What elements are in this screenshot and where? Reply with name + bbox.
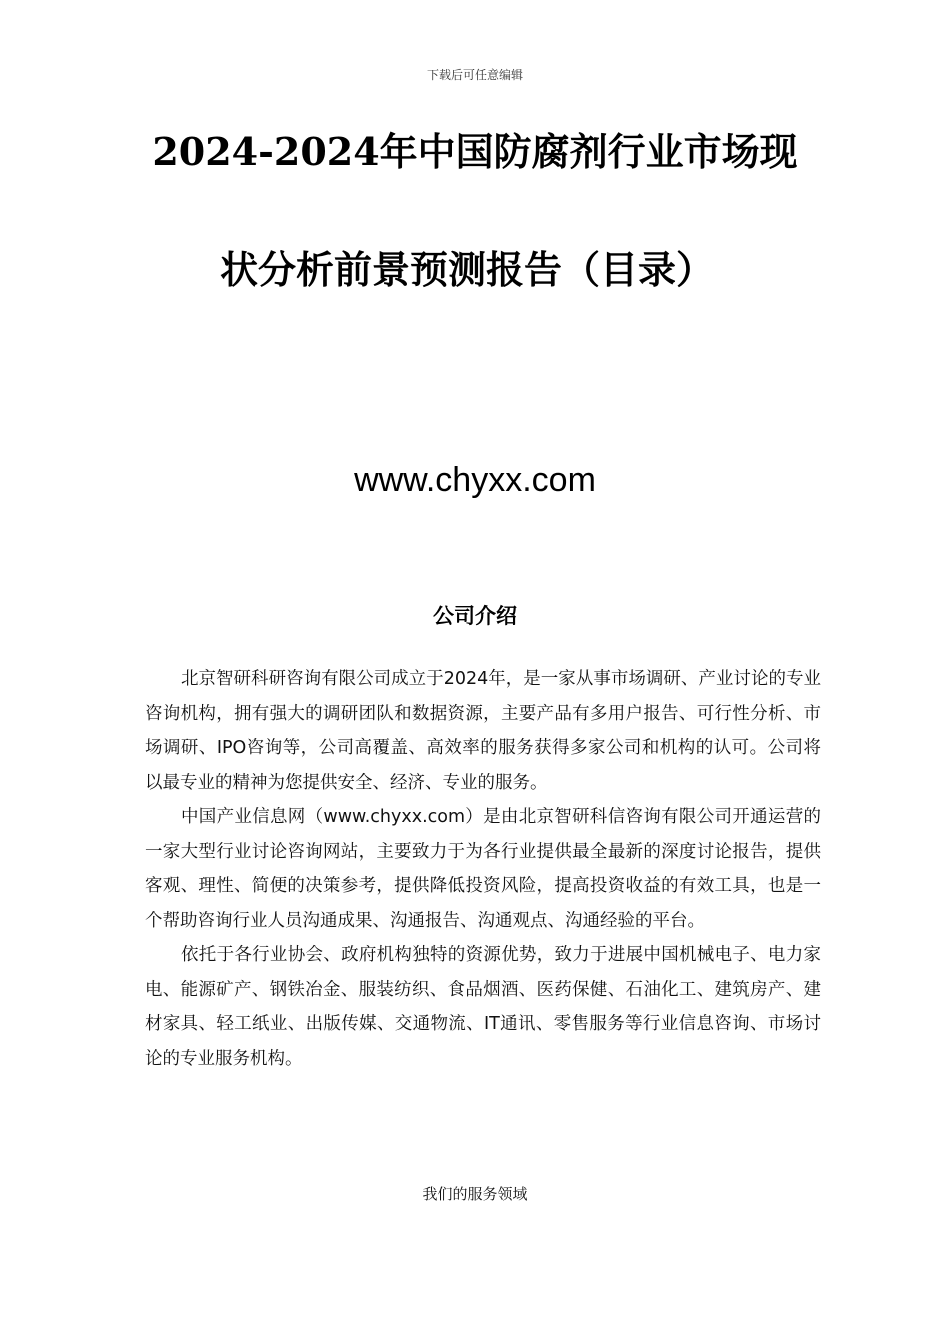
page-header-note: 下载后可任意编辑 bbox=[426, 68, 523, 82]
document-title-line-1: 2024-2024年中国防腐剂行业市场现 bbox=[152, 129, 798, 174]
services-caption: 我们的服务领域 bbox=[422, 1185, 528, 1203]
document-title-line-2: 状分析前景预测报告（目录） bbox=[219, 247, 714, 292]
intro-paragraph-2: 中国产业信息网（www.chyxx.com）是由北京智研科信咨询有限公司开通运营的一家大型行业讨论咨询网站，主要致力于为各行业提供最全最新的深度讨论报告，提供客观、理性、简便的决策参考，提供降低投资风险，提高投资收益的有效工具，也是一个帮助咨询行业人员沟通成果、沟通报告、沟通观点、沟通经验的平台。 bbox=[145, 807, 821, 931]
website-url: www.chyxx.com bbox=[354, 461, 596, 499]
intro-paragraph-1: 北京智研科研咨询有限公司成立于2024年，是一家从事市场调研、产业讨论的专业咨询机构，拥有强大的调研团队和数据资源，主要产品有多用户报告、可行性分析、市场调研、IPO咨询等，公司高覆盖、高效率的服务获得多家公司和机构的认可。公司将以最专业的精神为您提供安全、经济、专业的服务。 bbox=[145, 669, 821, 793]
company-intro-heading: 公司介绍 bbox=[433, 604, 517, 628]
company-intro-body bbox=[145, 662, 821, 1076]
intro-paragraph-3: 依托于各行业协会、政府机构独特的资源优势，致力于进展中国机械电子、电力家电、能源矿产、钢铁冶金、服装纺织、食品烟酒、医药保健、石油化工、建筑房产、建材家具、轻工纸业、出版传媒、交通物流、IT通讯、零售服务等行业信息咨询、市场讨论的专业服务机构。 bbox=[145, 945, 821, 1069]
